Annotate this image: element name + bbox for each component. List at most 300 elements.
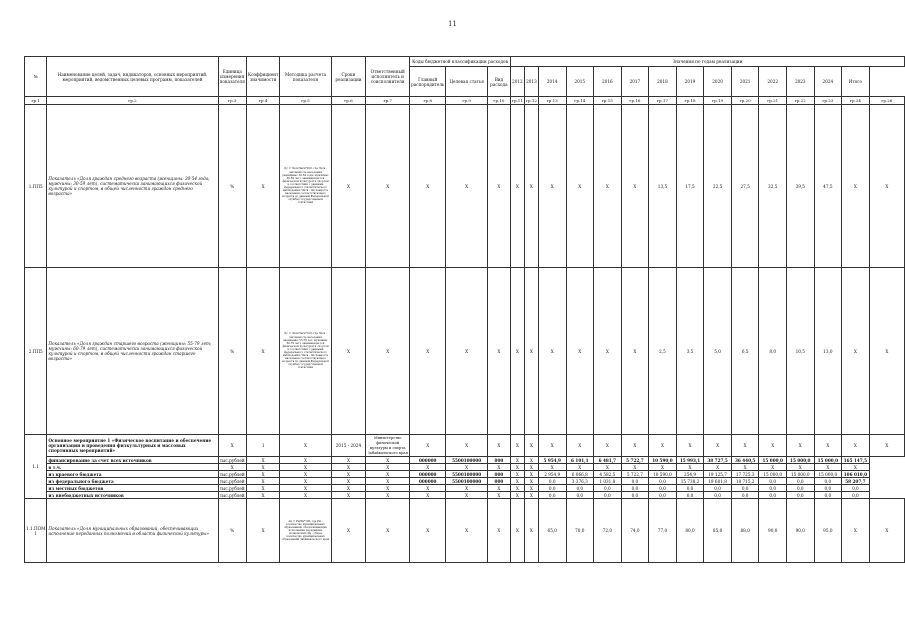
finance-total: 0,0 (842, 485, 870, 492)
finance-cell: Х (280, 457, 331, 464)
finance-value: 0,0 (731, 485, 759, 492)
row-term: Х (331, 105, 366, 268)
row-value: 6,5 (731, 268, 759, 435)
row-value: Х (524, 499, 538, 563)
col-index: гр.22 (787, 97, 815, 105)
finance-grbs: Х (410, 464, 446, 471)
finance-value: 0,0 (649, 485, 677, 492)
row-name: Показатель «Доля граждан старшего возраста (женщины: 55-79 лет; мужчины: 60-79 лет), систематически занимающихся физической культурой и спортом, в общей численности граждан старшего возраста» (47, 268, 218, 435)
finance-row (25, 485, 905, 492)
finance-label: в т.ч. (47, 464, 218, 471)
finance-value: Х (759, 464, 787, 471)
finance-value: 0,0 (814, 492, 842, 499)
finance-value: 254,9 (676, 471, 704, 478)
finance-value: Х (524, 464, 538, 471)
event-value: Х (594, 435, 622, 457)
finance-value: 6 101,1 (566, 457, 594, 464)
row-value: 72,0 (594, 499, 622, 563)
row-method: Дс = Чзсв/Чнсв*100, где Чзсв - численность населения (женщины: 30-54 года; мужчины: 30-59 лет), занимающегося физической культурой и спортом в соответствии с данными федерального статистического наблюдения; Чнсв - численность населения соответствующего возраста по данным Федеральной службы государственной статистики (280, 105, 331, 268)
finance-grbs: Х (410, 492, 446, 499)
col-index: гр.14 (566, 97, 594, 105)
col-index: гр.11 (511, 98, 523, 103)
event-value: Х (621, 435, 649, 457)
row-target: Х (446, 105, 488, 268)
finance-value: Х (814, 464, 842, 471)
row-value: Х (594, 105, 622, 268)
event-value: Х (731, 435, 759, 457)
finance-cell: Х (331, 492, 366, 499)
row-value: 27,5 (731, 105, 759, 268)
row-term: Х (331, 268, 366, 435)
row-value: Х (510, 105, 524, 268)
finance-vr: 000 (487, 457, 510, 464)
finance-unit: Х (218, 464, 246, 471)
row-value: 85,0 (704, 499, 732, 563)
row-coef: Х (246, 268, 280, 435)
event-grbs: Х (410, 435, 446, 457)
row-value: 65,0 (538, 499, 566, 563)
row-value: 95,0 (814, 499, 842, 563)
finance-cell: Х (366, 471, 410, 478)
finance-value: Х (524, 485, 538, 492)
finance-target: 5500100000 (446, 471, 488, 478)
event-value: Х (842, 435, 870, 457)
col-index: гр.3 (218, 97, 246, 105)
row-value: 8,0 (759, 268, 787, 435)
row-coef: Х (246, 105, 280, 268)
finance-cell: Х (246, 457, 280, 464)
event-value: Х (566, 435, 594, 457)
event-value: Х (649, 435, 677, 457)
finance-target: Х (446, 492, 488, 499)
col-index: гр.8 (410, 97, 446, 105)
finance-grbs: 000000 (410, 471, 446, 478)
finance-label: из местных бюджетов (47, 485, 218, 492)
row-num: 1.1.ПОМ 1 (25, 499, 47, 563)
finance-value: 5 722,7 (621, 471, 649, 478)
finance-target: 5500100000 (446, 457, 488, 464)
row-name: Показатель «Доля муниципальных образований, обеспечивающих исполнение переданных полномочий в области физической культуры» (47, 499, 218, 563)
row-value: 13,5 (649, 105, 677, 268)
finance-value: Х (510, 478, 524, 485)
event-resp: Министерство физической культуры и спорта Забайкальского края (367, 435, 408, 455)
col-index: гр.7 (366, 97, 410, 105)
finance-value: Х (510, 485, 524, 492)
hdr-num: № (25, 57, 47, 97)
finance-value: 0,0 (676, 492, 704, 499)
finance-value: Х (524, 478, 538, 485)
row-value: 22,5 (704, 105, 732, 268)
event-name: Основное мероприятие 1 «Физическое воспитание и обеспечение организации и проведения физкультурных и массовых спортивных мероприятий» (47, 435, 218, 457)
finance-grbs: 000000 (410, 478, 446, 485)
finance-cell: Х (366, 492, 410, 499)
col-index: гр.24 (842, 97, 870, 105)
finance-value: 0,0 (759, 492, 787, 499)
finance-value: 17 725,3 (731, 471, 759, 478)
finance-cell: Х (280, 485, 331, 492)
finance-value: Х (510, 471, 524, 478)
finance-value: 0,0 (787, 492, 815, 499)
finance-cell: Х (366, 457, 410, 464)
event-value: Х (510, 435, 524, 457)
hdr-resp: Ответственный исполнитель и соисполнители (366, 57, 410, 97)
row-value: 3,5 (676, 268, 704, 435)
finance-value: 5 954,9 (538, 457, 566, 464)
finance-value: 0,0 (621, 485, 649, 492)
event-value: Х (759, 435, 787, 457)
finance-cell: Х (280, 492, 331, 499)
row-value: 80,0 (676, 499, 704, 563)
finance-value: 0,0 (594, 485, 622, 492)
finance-value: 0,0 (759, 485, 787, 492)
row-resp: Х (366, 105, 410, 268)
finance-value: 0,0 (731, 492, 759, 499)
row-value: 90,0 (759, 499, 787, 563)
col-index: гр.23 (814, 97, 842, 105)
row-value: 2,5 (649, 268, 677, 435)
hdr-year: 2016 (594, 67, 622, 97)
hdr-year: 2012 (510, 67, 524, 97)
finance-value: 0,0 (566, 492, 594, 499)
finance-value: 0,0 (538, 478, 566, 485)
finance-row (25, 471, 905, 478)
hdr-year: 2017 (621, 67, 649, 97)
hdr-year: 2013 (524, 67, 538, 97)
event-unit: Х (218, 435, 246, 457)
finance-value: 38 727,5 (704, 457, 732, 464)
col-index: гр.16 (621, 97, 649, 105)
finance-value: 19 125,7 (704, 471, 732, 478)
row-value: Х (510, 268, 524, 435)
finance-value: 15 993,1 (676, 457, 704, 464)
row-value: 70,0 (566, 499, 594, 563)
finance-value: 3 376,3 (566, 478, 594, 485)
finance-value: 0,0 (538, 485, 566, 492)
hdr-year: 2019 (676, 67, 704, 97)
finance-value: 36 440,5 (731, 457, 759, 464)
row-resp: Х (366, 499, 410, 563)
event-value: Х (524, 435, 538, 457)
event-value: Х (704, 435, 732, 457)
finance-label: из внебюджетных источников (47, 492, 218, 499)
hdr-name: Наименование целей, задач, индикаторов, основных мероприятий, мероприятий, ведомственных целевых программ, показателей (47, 57, 218, 97)
hdr-total: Итого (842, 67, 870, 97)
finance-value: 4 582,5 (594, 471, 622, 478)
row-unit: % (218, 268, 246, 435)
finance-value: 0,0 (704, 492, 732, 499)
event-total: Х (869, 435, 904, 457)
finance-value: Х (676, 464, 704, 471)
finance-value: 0,0 (538, 492, 566, 499)
finance-value: 6 066,8 (566, 471, 594, 478)
col-index: гр.15 (594, 97, 622, 105)
row-total: Х (869, 268, 904, 435)
finance-cell: Х (246, 492, 280, 499)
finance-vr: 000 (487, 478, 510, 485)
row-value: Х (842, 499, 870, 563)
finance-grbs: 000000 (410, 457, 446, 464)
hdr-grbs: Главный распорядитель (410, 67, 446, 97)
col-index: гр.2 (47, 97, 218, 105)
finance-value: 18 715,2 (731, 478, 759, 485)
row-value: 5,0 (704, 268, 732, 435)
row-value: Х (842, 268, 870, 435)
finance-value: 19 601,8 (704, 478, 732, 485)
hdr-coef: Коэффициент значимости (246, 57, 280, 97)
column-index-row (25, 97, 905, 105)
row-value: 47,5 (814, 105, 842, 268)
main-event-row (25, 435, 905, 457)
finance-value: 0,0 (594, 492, 622, 499)
finance-grbs: Х (410, 485, 446, 492)
row-grbs: Х (410, 105, 446, 268)
finance-total: 0,0 (842, 492, 870, 499)
row-num: 2.ПП5 (25, 268, 47, 435)
row-unit: % (218, 499, 246, 563)
event-term: 2015 - 2024 (331, 435, 366, 457)
finance-cell: Х (246, 478, 280, 485)
finance-value: Х (524, 492, 538, 499)
event-value: Х (787, 435, 815, 457)
row-value: Х (594, 268, 622, 435)
page-number: 11 (448, 20, 457, 28)
row-value: Х (566, 268, 594, 435)
hdr-year: 2021 (731, 67, 759, 97)
row-vr: Х (487, 268, 510, 435)
finance-total: 106 010,0 (842, 471, 870, 478)
finance-total: 165 147,5 (842, 457, 870, 464)
finance-value: 15 000,0 (759, 457, 787, 464)
row-value: Х (842, 105, 870, 268)
finance-total: 58 207,7 (842, 478, 870, 485)
finance-unit: тыс.рублей (219, 485, 245, 491)
finance-value: 0,0 (814, 485, 842, 492)
row-target: Х (446, 499, 488, 563)
table-header (25, 57, 905, 97)
finance-cell: Х (246, 464, 280, 471)
col-index: гр.6 (331, 97, 366, 105)
finance-value: 10 590,0 (649, 457, 677, 464)
col-index: гр.17 (649, 97, 677, 105)
row-target: Х (446, 268, 488, 435)
finance-cell: Х (331, 478, 366, 485)
finance-value: 15 000,0 (814, 471, 842, 478)
finance-cell: Х (366, 464, 410, 471)
program-table (24, 56, 905, 563)
row-method: Ан = Рм/Рн*100, где Рм - количество муниципальных образований, обеспечивающих исполнение переданных полномочий; Рн - общее количество муниципальных образований Забайкальского края (280, 499, 331, 563)
row-num: 1.ПП5 (25, 105, 47, 268)
finance-value: 6 481,7 (594, 457, 622, 464)
row-value: Х (621, 268, 649, 435)
hdr-year: 2015 (566, 67, 594, 97)
finance-value: 0,0 (704, 485, 732, 492)
finance-value: Х (787, 464, 815, 471)
row-method: Дс = Чзсв/Чнсв*100, где Чзсв - численность населения (женщины: 55-79 лет; мужчины: 60-79 лет), занимающегося физической культурой и спортом в соответствии с данными федерального статистического наблюдения; Чнсв - численность населения соответствующего возраста по данным Федеральной службы государственной статистики (280, 268, 331, 435)
row-value: 32,5 (759, 105, 787, 268)
event-vr: Х (487, 435, 510, 457)
finance-value: 5 722,7 (621, 457, 649, 464)
hdr-year: 2014 (538, 67, 566, 97)
row-vr: Х (487, 499, 510, 563)
row-value: 39,5 (787, 105, 815, 268)
finance-value: 15 000,0 (759, 471, 787, 478)
finance-vr: 000 (487, 471, 510, 478)
finance-target: Х (446, 485, 488, 492)
col-index: гр.20 (731, 97, 759, 105)
finance-value: 0,0 (621, 492, 649, 499)
hdr-codes: Коды бюджетной классификации расходов (410, 57, 511, 67)
finance-cell: Х (246, 471, 280, 478)
finance-label: из федерального бюджета (47, 478, 218, 485)
indicator-row (25, 105, 905, 268)
finance-row (25, 457, 905, 464)
row-value: 13,0 (814, 268, 842, 435)
finance-label: финансирование за счет всех источников (47, 457, 218, 464)
row-name: Показатель «Доля граждан среднего возраста (женщины: 30-54 года; мужчины: 30-59 лет), систематически занимающихся физической культурой и спортом, в общей численности граждан среднего возраста» (47, 105, 218, 268)
row-value: 74,0 (621, 499, 649, 563)
row-value: Х (524, 105, 538, 268)
finance-value: Х (538, 464, 566, 471)
indicator-row (25, 268, 905, 435)
finance-value: 15 000,0 (787, 471, 815, 478)
finance-value: 0,0 (787, 485, 815, 492)
finance-value: Х (731, 464, 759, 471)
finance-cell: Х (366, 478, 410, 485)
col-index: гр.1 (25, 97, 47, 105)
finance-value: 0,0 (649, 478, 677, 485)
finance-value: 15 000,0 (787, 457, 815, 464)
finance-value: Х (566, 464, 594, 471)
col-index: гр.5 (280, 97, 331, 105)
hdr-year: 2018 (649, 67, 677, 97)
event-method: Х (280, 435, 331, 457)
finance-value: 2 954,9 (538, 471, 566, 478)
col-index: гр.4 (246, 97, 280, 105)
row-vr: Х (487, 105, 510, 268)
finance-row (25, 492, 905, 499)
finance-value: 0,0 (621, 478, 649, 485)
finance-label: из краевого бюджета (47, 471, 218, 478)
hdr-year: 2024 (814, 67, 842, 97)
col-index: гр.19 (704, 97, 732, 105)
row-value: 88,0 (731, 499, 759, 563)
col-index: гр.9 (446, 97, 488, 105)
finance-unit: тыс.рублей (219, 471, 245, 477)
finance-value: Х (704, 464, 732, 471)
finance-vr: Х (487, 492, 510, 499)
finance-value: Х (524, 457, 538, 464)
finance-vr: Х (487, 464, 510, 471)
row-value: Х (524, 268, 538, 435)
col-index: гр.12 (525, 98, 537, 103)
finance-cell: Х (280, 471, 331, 478)
finance-row (25, 478, 905, 485)
finance-cell: Х (331, 457, 366, 464)
indicator-row (25, 499, 905, 563)
event-num: 1.1 (25, 435, 47, 499)
row-value: Х (538, 105, 566, 268)
row-total: Х (869, 499, 904, 563)
finance-value: 1 031,8 (594, 478, 622, 485)
hdr-vr: Вид расхода (487, 67, 510, 97)
finance-cell: Х (246, 485, 280, 492)
event-value: Х (538, 435, 566, 457)
finance-value: Х (524, 471, 538, 478)
col-index: гр.13 (538, 97, 566, 105)
hdr-year: 2020 (704, 67, 732, 97)
event-value: Х (676, 435, 704, 457)
row-value: 90,0 (787, 499, 815, 563)
finance-cell: Х (366, 485, 410, 492)
event-value: Х (814, 435, 842, 457)
row-value: Х (510, 499, 524, 563)
finance-value: 0,0 (759, 478, 787, 485)
finance-cell: Х (280, 478, 331, 485)
row-grbs: Х (410, 268, 446, 435)
finance-unit: тыс.рублей (219, 492, 245, 498)
row-coef: Х (246, 499, 280, 563)
col-index: гр.26 (869, 97, 904, 105)
finance-value: Х (510, 457, 524, 464)
finance-value: Х (510, 464, 524, 471)
row-value: 17,5 (676, 105, 704, 268)
finance-value: 0,0 (649, 492, 677, 499)
finance-value: 0,0 (787, 478, 815, 485)
col-index: гр.10 (487, 97, 510, 105)
finance-value: 0,0 (814, 478, 842, 485)
hdr-unit: Единица измерения показателя (218, 57, 246, 97)
finance-value: Х (510, 492, 524, 499)
finance-cell: Х (331, 464, 366, 471)
finance-cell: Х (331, 485, 366, 492)
finance-value: Х (594, 464, 622, 471)
finance-value: 10 590,0 (649, 471, 677, 478)
event-target: Х (446, 435, 488, 457)
hdr-year: 2022 (759, 67, 787, 97)
col-index: гр.21 (759, 97, 787, 105)
finance-unit: тыс.рублей (219, 457, 245, 463)
finance-value: 15 000,0 (814, 457, 842, 464)
event-coef: 1 (246, 435, 280, 457)
row-value: Х (538, 268, 566, 435)
finance-value: Х (649, 464, 677, 471)
row-value: 77,0 (649, 499, 677, 563)
hdr-term: Сроки реализации (331, 57, 366, 97)
row-total: Х (869, 105, 904, 268)
finance-value: 0,0 (676, 485, 704, 492)
col-index: гр.18 (676, 97, 704, 105)
finance-cell: Х (280, 464, 331, 471)
hdr-method: Методика расчета показателя (280, 57, 331, 97)
finance-target: 5500100000 (446, 478, 488, 485)
finance-target: Х (446, 464, 488, 471)
finance-unit: тыс.рублей (219, 478, 245, 484)
finance-cell: Х (331, 471, 366, 478)
row-term: Х (331, 499, 366, 563)
row-value: Х (621, 105, 649, 268)
finance-value: 0,0 (566, 485, 594, 492)
hdr-target: Целевая статья (446, 67, 488, 97)
row-value: 10,5 (787, 268, 815, 435)
hdr-year: 2023 (787, 67, 815, 97)
row-value: Х (566, 105, 594, 268)
hdr-values: Значения по годам реализации (510, 57, 904, 67)
finance-row (25, 464, 905, 471)
finance-value: Х (621, 464, 649, 471)
finance-vr: Х (487, 485, 510, 492)
row-resp: Х (366, 268, 410, 435)
finance-total: Х (842, 464, 870, 471)
